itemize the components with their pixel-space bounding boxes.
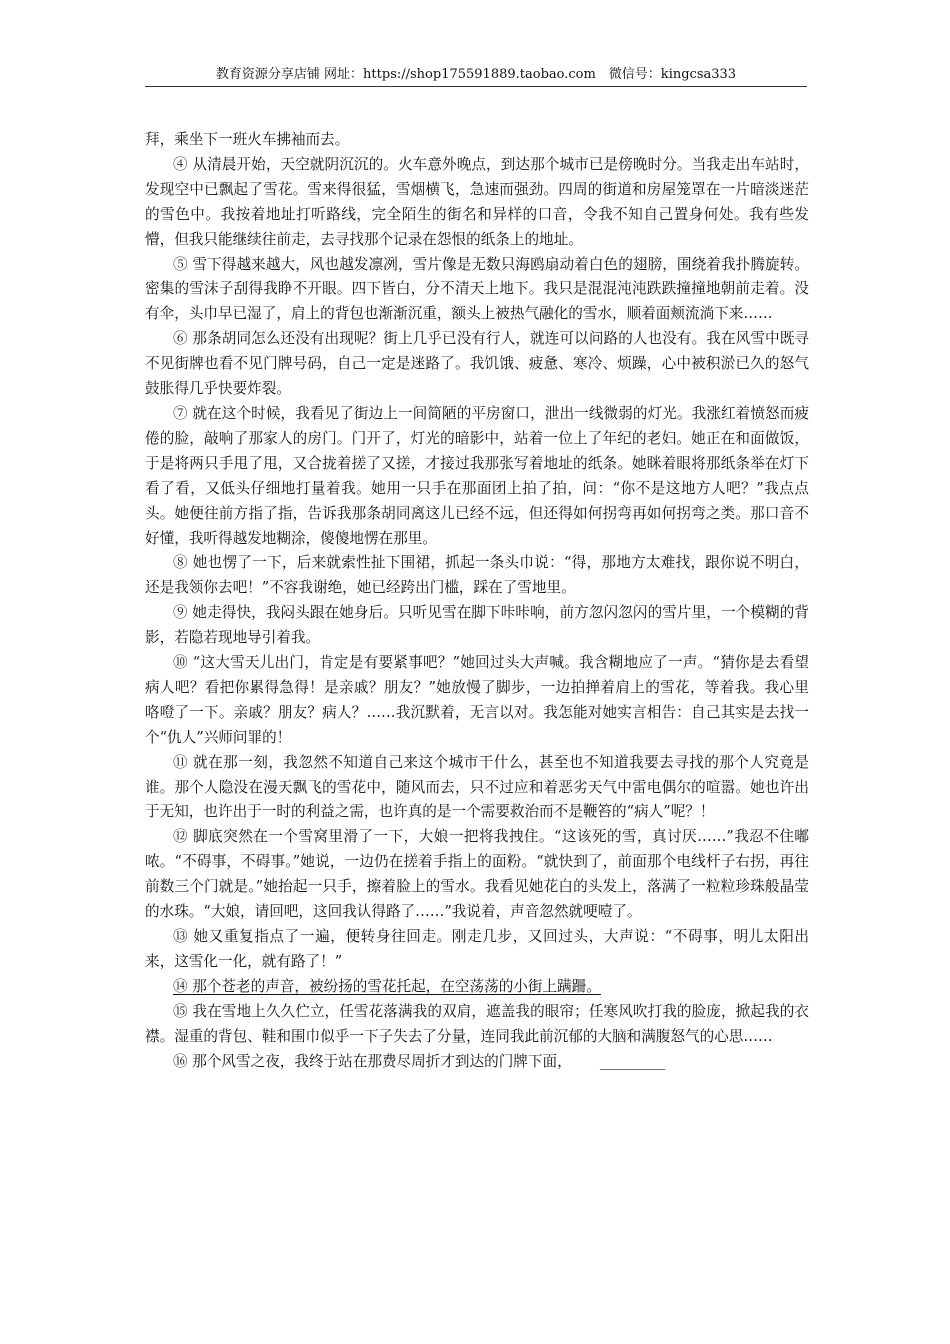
paragraph-4: ④ 从清晨开始，天空就阴沉沉的。火车意外晚点，到达那个城市已是傍晚时分。当我走出车站时，发现空中已飘起了雪花。雪来得很猛，雪烟横飞，急速而强劲。四周的街道和房屋笼罩在一片暗淡迷茫的雪色中。我按着地址打听路线，完全陌生的街名和异样的口音，令我不知自己置身何处。我有些发懵，但我只能继续往前走，去寻找那个记录在怨恨的纸条上的地址。 [145, 155, 809, 248]
paragraph-11: ⑪ 就在那一刻，我忽然不知道自己来这个城市干什么，甚至也不知道我要去寻找的那个人究竟是谁。那个人隐没在漫天飘飞的雪花中，随风而去，只不过应和着恶劣天气中雷电偶尔的喧嚣。她也许出于无知，也许出于一时的利益之需，也许真的是一个需要救治而不是鞭笞的“病人”呢？！ [145, 753, 809, 821]
paragraph-5: ⑤ 雪下得越来越大，风也越发凛冽，雪片像是无数只海鸥扇动着白色的翅膀，围绕着我扑腾旋转。密集的雪沫子刮得我睁不开眼。四下皆白，分不清天上地下。我只是混混沌沌跌跌撞撞地朝前走着。没有伞，头巾早已湿了，肩上的背包也渐渐沉重，额头上被热气融化的雪水，顺着面颊流淌下来…… [145, 255, 809, 323]
paragraph-16 [145, 1050, 809, 1075]
paragraph-13: ⑬ 她又重复指点了一遍，便转身往回走。刚走几步，又回过头，大声说：“不碍事，明儿太阳出来，这雪化一化，就有路了！” [145, 928, 809, 970]
paragraph-12: ⑫ 脚底突然在一个雪窝里滑了一下，大娘一把将我拽住。“这该死的雪，真讨厌……”我忍不住嘟哝。“不碍事，不碍事。”她说，一边仍在搓着手指上的面粉。“就快到了，前面那个电线杆子右拐，再往前数三个门就是。”她抬起一只手，擦着脸上的雪水。我看见她花白的头发上，落满了一粒粒珍珠般晶莹的水珠。“大娘，请回吧，这回我认得路了……”我说着，声音忽然就哽噎了。 [145, 828, 809, 921]
paragraph-10: ⑩ “这大雪天儿出门，肯定是有要紧事吧？”她回过头大声喊。我含糊地应了一声。“猜你是去看望病人吧？看把你累得急得！是亲戚？朋友？”她放慢了脚步，一边拍掸着肩上的雪花，等着我。我心里咯噔了一下。亲戚？朋友？病人？……我沉默着，无言以对。我怎能对她实言相告：自己其实是去找一个“仇人”兴师问罪的！ [145, 654, 809, 746]
paragraph-16-text: ⑯ 那个风雪之夜，我终于站在那费尽周折才到达的门牌下面， [173, 1052, 572, 1070]
paragraph-14 [145, 975, 809, 1000]
paragraph-8: ⑧ 她也愣了一下，后来就索性扯下围裙，抓起一条头巾说：“得，那地方太难找，跟你说不明白，还是我领你去吧！”不容我谢绝，她已经跨出门槛，踩在了雪地里。 [145, 554, 809, 597]
underlined-sentence: ⑭ 那个苍老的声音，被纷扬的雪花托起，在空荡荡的小街上蹒跚。 [173, 977, 601, 995]
paragraph-7: ⑦ 就在这个时候，我看见了街边上一间简陋的平房窗口，泄出一线微弱的灯光。我涨红着愤怒而疲倦的脸，敲响了那家人的房门。门开了，灯光的暗影中，站着一位上了年纪的老妇。她正在和面做饭，于是将两只手甩了甩，又合拢着搓了又搓，才接过我那张写着地址的纸条。她眯着眼将那纸条举在灯下看了看，又低头仔细地打量着我。她用一只手在那面团上拍了拍，问：“你不是这地方人吧？”我点点头。她便往前方指了指，告诉我那条胡同离这儿已经不远，但还得如何拐弯再如何拐弯之类。那口音不好懂，我听得越发地糊涂，傻傻地愣在那里。 [145, 404, 809, 547]
paragraph-6: ⑥ 那条胡同怎么还没有出现呢？街上几乎已没有行人，就连可以问路的人也没有。我在风雪中既寻不见街牌也看不见门牌号码，自己一定是迷路了。我饥饿、疲惫、寒冷、烦躁，心中被积淤已久的怒气鼓胀得几乎快要炸裂。 [145, 330, 809, 398]
answer-blank: _________ [599, 1052, 666, 1070]
page-header: 教育资源分享店铺 网址：https://shop175591889.taobao.com 微信号：kingcsa333 [215, 67, 737, 82]
paragraph-continuation: 拜，乘坐下一班火车拂袖而去。 [145, 131, 350, 148]
header-divider [145, 86, 807, 87]
paragraph-9: ⑨ 她走得快，我闷头跟在她身后。只听见雪在脚下咔咔响，前方忽闪忽闪的雪片里，一个模糊的背影，若隐若现地导引着我。 [145, 604, 809, 647]
article-body [145, 128, 809, 1074]
paragraph-15: ⑮ 我在雪地上久久伫立，任雪花落满我的双肩，遮盖我的眼帘；任寒风吹打我的脸庞，掀起我的衣襟。湿重的背包、鞋和围巾似乎一下子失去了分量，连同我此前沉郁的大脑和满腹怒气的心思…… [145, 1002, 809, 1045]
